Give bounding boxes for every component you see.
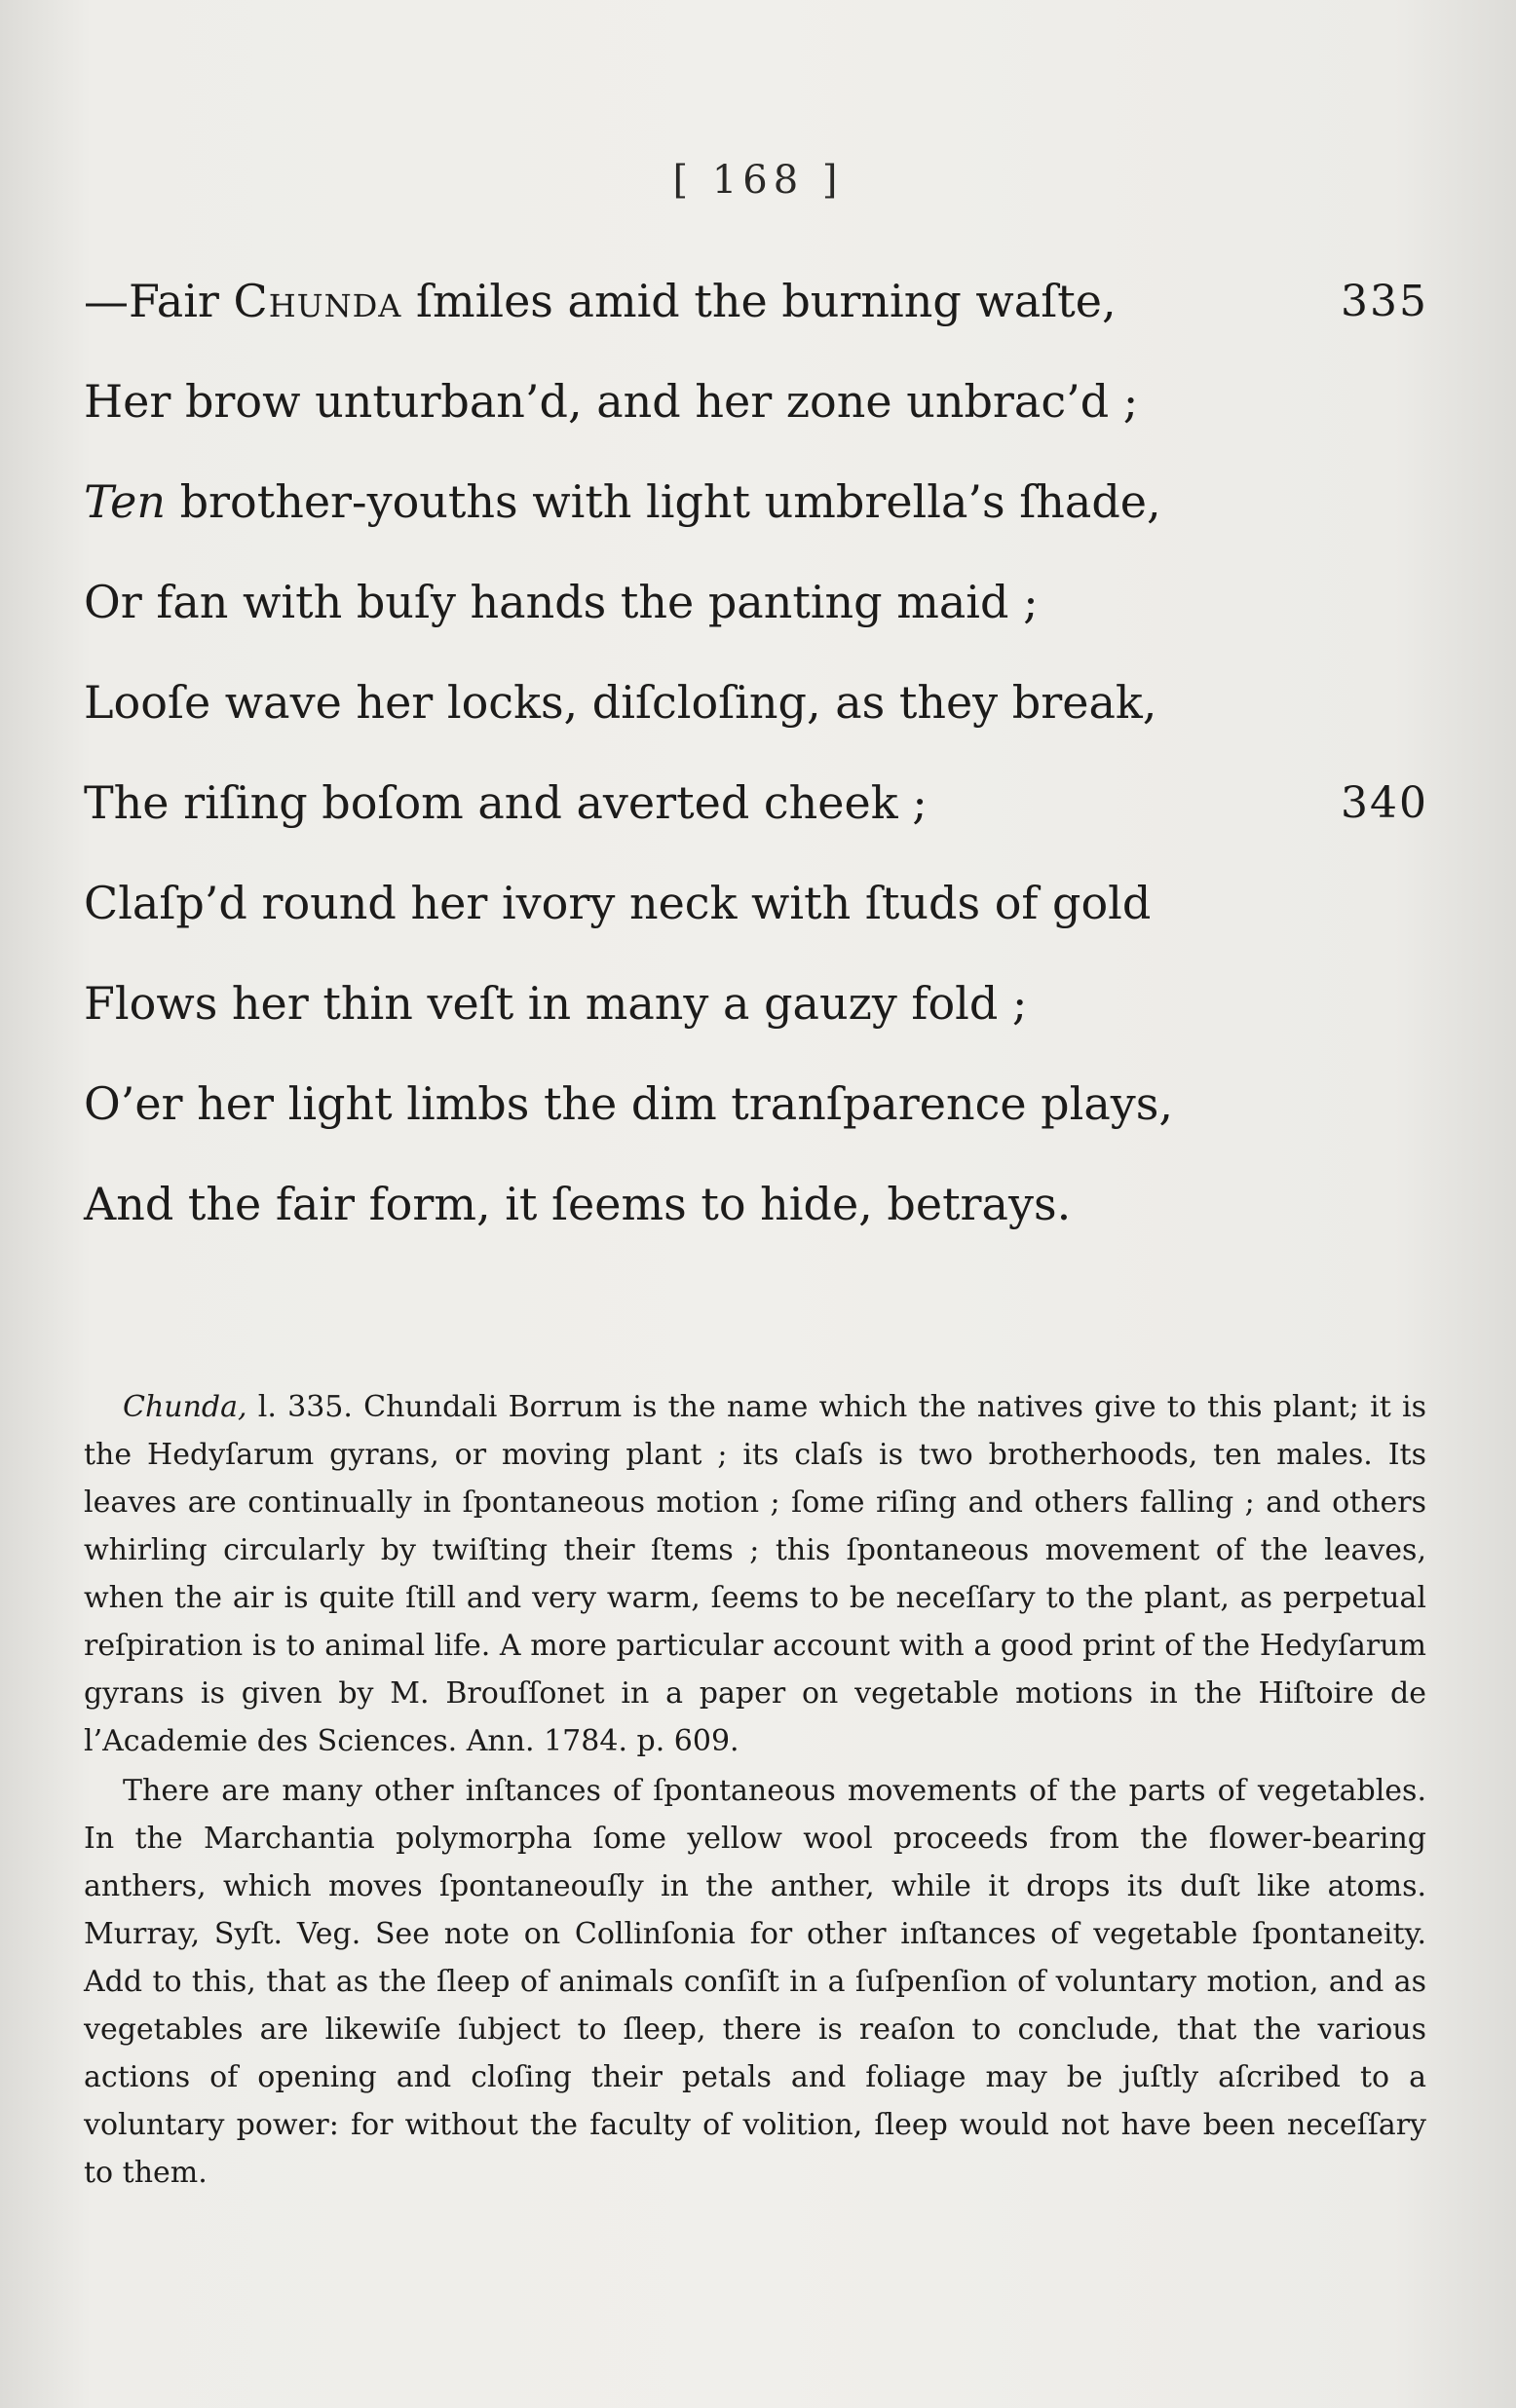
verse-line-7 xyxy=(84,853,1428,954)
verse-line-text xyxy=(84,251,1117,352)
verse-line-10 xyxy=(84,1154,1428,1255)
footnotes xyxy=(84,1383,1426,2197)
verse-lead: —Fair xyxy=(84,275,234,327)
verse-line-text xyxy=(84,452,1161,552)
verse-line-9 xyxy=(84,1054,1428,1154)
verse-rest: brother-youths with light umbrella’s ſhade, xyxy=(165,475,1161,528)
page-number: [ 168 ] xyxy=(672,158,844,203)
verse-line-5 xyxy=(84,653,1428,753)
verse-rest: ſmiles amid the burning waſte, xyxy=(401,275,1117,327)
verse-line-text: Claſp’d round her ivory neck with ſtuds of gold xyxy=(84,877,1152,929)
footnote-spontaneous-movements: There are many other inſtances of ſpontaneous movements of the parts of vegetables. In the Marchantia polymorpha ſome yellow wool proceeds from the flower-bearing anthers, which moves ſpontaneouſly in the anther, while it drops its duſt like atoms. Murray, Syſt. Veg. See note on Collinſonia for other inſtances of vegetable ſpontaneity. Add to this, that as the ſleep of animals conſiſt in a ſuſpenſion of voluntary motion, and as vegetables are likewiſe ſubject to ſleep, there is reaſon to conclude, that the various actions of opening and cloſing their petals and foliage may be juſtly aſcribed to a voluntary power: for without the faculty of volition, ſleep would not have been neceſſary to them. xyxy=(84,1774,1426,2190)
verse-line-text: Or fan with buſy hands the panting maid ; xyxy=(84,576,1039,628)
verse-line-text: O’er her light limbs the dim tranſparence plays, xyxy=(84,1077,1173,1130)
verse-line-text: Her brow unturban’d, and her zone unbrac’d ; xyxy=(84,375,1139,428)
verse-line-text: Flows her thin veſt in many a gauzy fold ; xyxy=(84,977,1028,1030)
verse-line-1 xyxy=(84,251,1428,352)
verse-line-text: The riſing boſom and averted cheek ; xyxy=(84,776,928,829)
verse-block xyxy=(84,251,1428,1255)
verse-line-3 xyxy=(84,452,1428,552)
verse-line-8 xyxy=(84,954,1428,1054)
verse-name-chunda: Chunda xyxy=(233,275,402,327)
line-number: 340 xyxy=(1341,778,1428,828)
footnote-text: l. 335. Chundali Borrum is the name which the natives give to this plant; it is the Hedyſarum gyrans, or moving plant ; its claſs is two brotherhoods, ten males. Its leaves are continually in ſpontaneous motion ; ſome riſing and others falling ; and others whirling circularly by twiſting their ſtems ; this ſpontaneous movement of the leaves, when the air is quite ſtill and very warm, ſeems to be neceſſary to the plant, as perpetual reſpiration is to animal life. A more particular account with a good print of the Hedyſarum gyrans is given by M. Brouſſonet in a paper on vegetable motions in the Hiſtoire de l’Academie des Sciences. Ann. 1784. p. 609. xyxy=(84,1390,1426,1758)
verse-line-2 xyxy=(84,352,1428,452)
verse-line-6 xyxy=(84,753,1428,853)
verse-italic-ten: Ten xyxy=(84,475,166,528)
verse-line-text: Looſe wave her locks, diſcloſing, as they break, xyxy=(84,676,1157,729)
verse-line-4 xyxy=(84,552,1428,653)
footnote-reference: Chunda, xyxy=(123,1390,247,1424)
verse-line-text: And the fair form, it ſeems to hide, betrays. xyxy=(84,1178,1072,1230)
footnote-chunda xyxy=(84,1383,1426,1765)
line-number: 335 xyxy=(1341,277,1428,326)
